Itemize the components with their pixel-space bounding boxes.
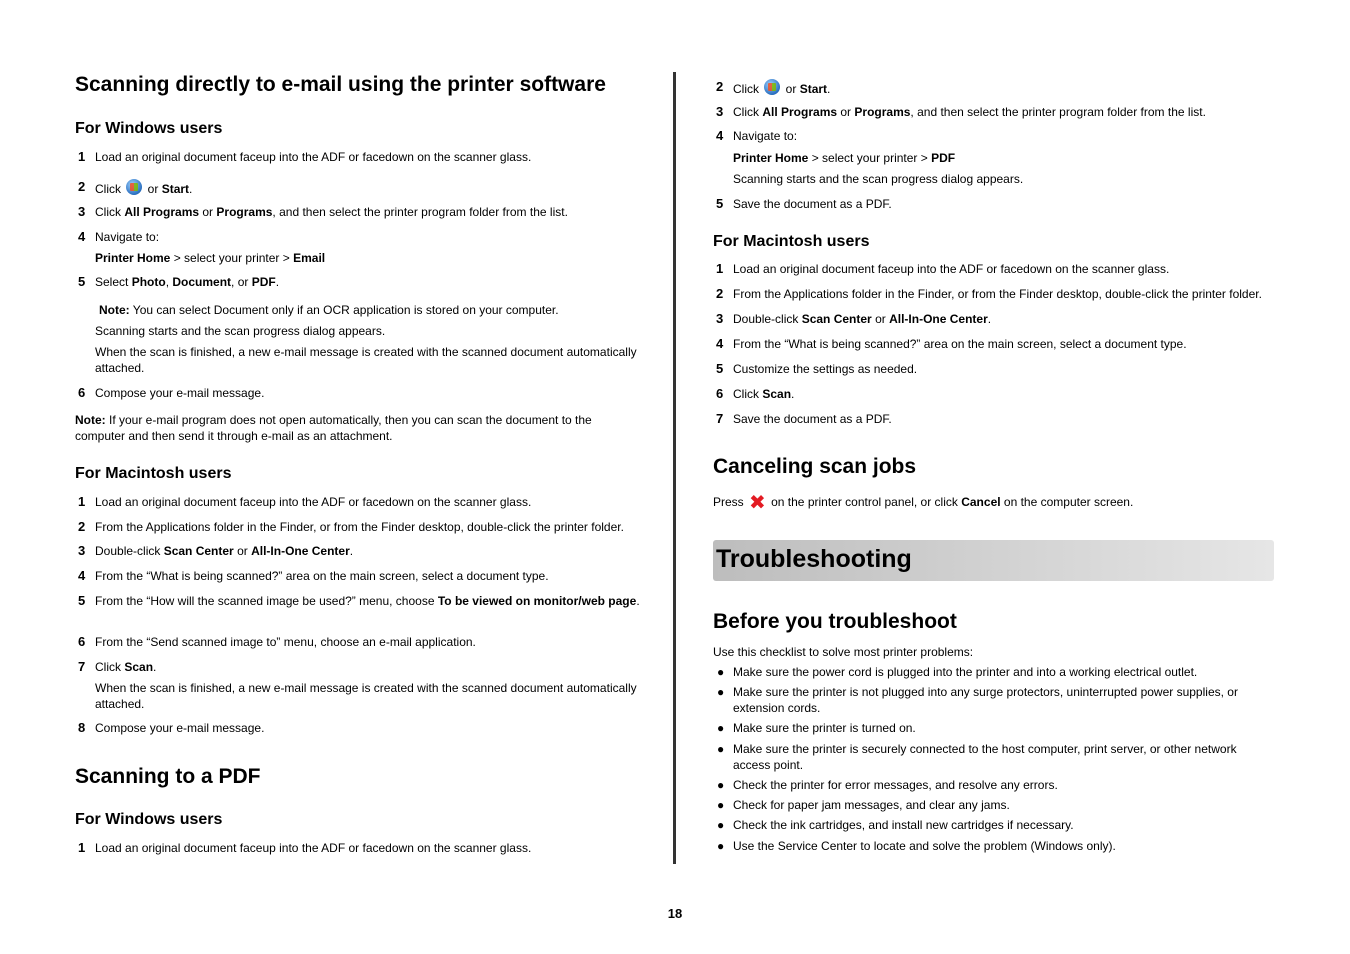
paragraph: When the scan is finished, a new e-mail message is created with the scanned document automatically attached. bbox=[95, 345, 637, 375]
section-title-before: Before you troubleshoot bbox=[713, 610, 957, 633]
red-x-icon: ✖ bbox=[749, 492, 766, 514]
paragraph: Scanning starts and the scan progress dialog appears. bbox=[733, 172, 1024, 186]
navigation-path: Printer Home > select your printer > Email bbox=[95, 251, 326, 265]
page-number: 18 bbox=[667, 906, 683, 921]
chapter-title-troubleshooting: Troubleshooting bbox=[716, 545, 912, 573]
windows-start-icon bbox=[126, 179, 142, 195]
paragraph: Scanning starts and the scan progress dialog appears. bbox=[95, 324, 386, 338]
troubleshooting-banner bbox=[713, 540, 1274, 581]
subsection-title-windows-pdf: For Windows users bbox=[75, 811, 223, 828]
subsection-title-windows: For Windows users bbox=[75, 120, 223, 137]
windows-start-icon bbox=[764, 79, 780, 95]
navigation-path: Printer Home > select your printer > PDF bbox=[733, 151, 956, 165]
section-title-cancel: Canceling scan jobs bbox=[713, 455, 917, 478]
column-divider bbox=[673, 72, 676, 864]
paragraph: Use this checklist to solve most printer problems: bbox=[713, 645, 974, 659]
note: Note: If your e-mail program does not open automatically, then you can scan the document to the computer and then send it through e-mail as an attachment. bbox=[75, 413, 592, 443]
section-title-pdf: Scanning to a PDF bbox=[75, 765, 261, 788]
paragraph: When the scan is finished, a new e-mail message is created with the scanned document automatically attached. bbox=[95, 681, 637, 711]
note: Note: You can select Document only if an OCR application is stored on your computer. bbox=[99, 303, 559, 317]
paragraph: Press ✖ on the printer control panel, or click Cancel on the computer screen. bbox=[713, 492, 1134, 514]
subsection-title-macintosh-pdf: For Macintosh users bbox=[713, 233, 870, 250]
subsection-title-macintosh: For Macintosh users bbox=[75, 465, 232, 482]
section-title-email: Scanning directly to e-mail using the printer software bbox=[75, 73, 606, 96]
